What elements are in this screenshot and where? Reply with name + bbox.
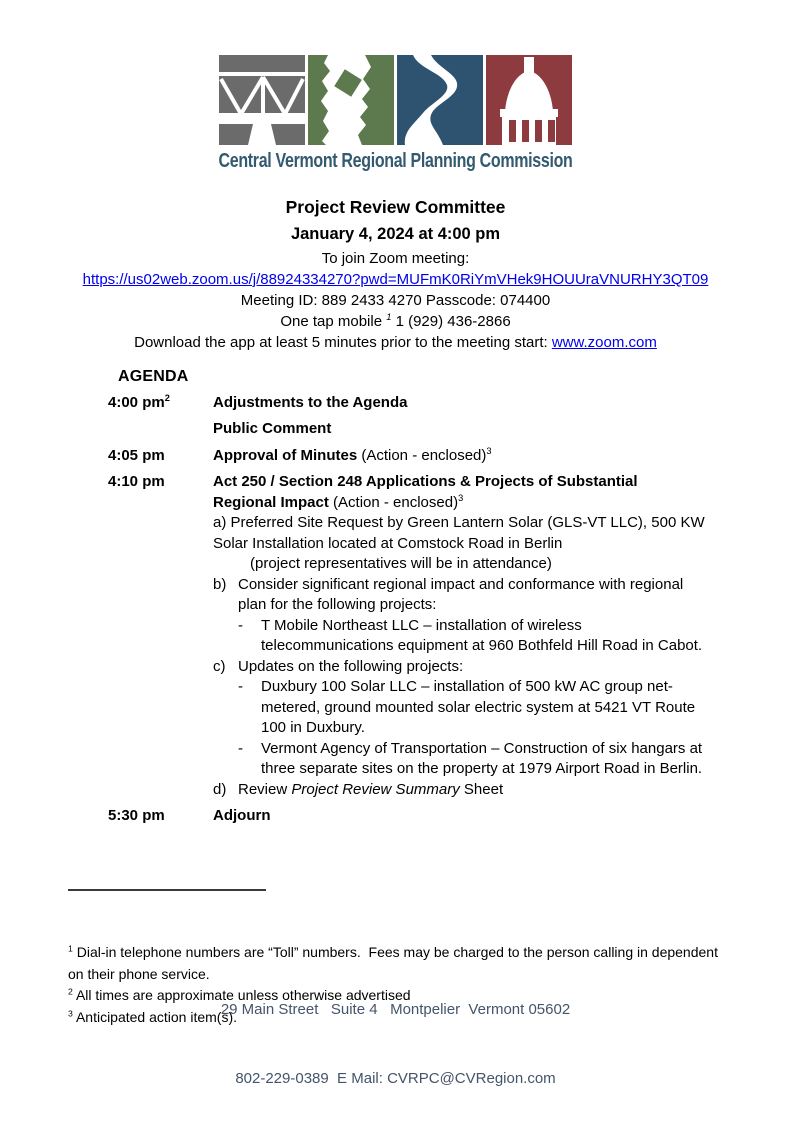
agenda-sub-item	[213, 780, 705, 801]
agenda-item	[108, 806, 721, 827]
agenda-heading: AGENDA	[118, 368, 189, 385]
agenda-sub-item	[213, 677, 705, 739]
agenda-sub-item	[213, 739, 705, 780]
agenda-item-title: Approval of Minutes (Action - enclosed)$^3$	[213, 445, 492, 464]
download-line	[0, 332, 791, 353]
agenda-item-content	[213, 446, 705, 467]
agenda-item-title: Adjustments to the Agenda	[213, 393, 408, 411]
footnote-ref: 2	[164, 392, 170, 403]
sub-item-text: Duxbury 100 Solar LLC – installation of 500 kW AC group net-metered, ground mounted solar electric system at 5421 VT Route 100 in Duxbury.	[261, 678, 696, 736]
sub-item-marker: -	[238, 739, 243, 757]
agenda-sub-item	[213, 575, 705, 616]
sub-item-marker: b)	[213, 575, 227, 593]
agenda-item-time: 5:30 pm	[108, 807, 165, 824]
footnote-number: 2	[68, 986, 73, 997]
meeting-datetime: January 4, 2024 at 4:00 pm	[290, 225, 501, 243]
agenda-item-title: Adjourn	[213, 807, 271, 824]
agenda-item-content	[213, 419, 705, 440]
agenda-item-time: 4:10 pm	[108, 473, 165, 490]
footnote: $^1$ Dial-in telephone numbers are “Toll” numbers. Fees may be charged to the person calling in dependent on their phone service.	[68, 943, 722, 982]
one-tap-prefix: One tap mobile	[280, 313, 387, 330]
footer	[0, 952, 791, 1136]
agenda-item	[108, 393, 721, 414]
sub-item-text: a) Preferred Site Request by Green Lantern Solar (GLS-VT LLC), 500 KW Solar Installation located at Comstock Road in Berlin	[213, 514, 705, 552]
sub-item-marker: c)	[213, 657, 226, 675]
sub-item-text: (project representatives will be in attendance)	[250, 555, 552, 572]
agenda-sub-item	[213, 554, 705, 575]
one-tap-number: 1 (929) 436-2866	[391, 313, 511, 330]
sub-item-text: Updates on the following projects:	[238, 657, 464, 675]
zoom-site-link[interactable]: www.zoom.com	[551, 334, 657, 351]
sub-item-text: T Mobile Northeast LLC – installation of wireless telecommunications equipment at 960 Bothfeld Hill Road in Cabot.	[261, 616, 703, 654]
meeting-header	[0, 195, 791, 353]
footnote: $^2$ All times are approximate unless otherwise advertised	[68, 986, 411, 1003]
agenda-item	[108, 419, 721, 440]
footer-contact: 802-229-0389 E Mail: CVRPC@CVRegion.com	[235, 1070, 556, 1087]
footnote: $^3$ Anticipated action item(s).	[68, 1007, 238, 1025]
footnote-number: 1	[68, 943, 73, 954]
agenda-section	[0, 367, 791, 827]
footer-address: 29 Main Street Suite 4 Montpelier Vermont 05602	[220, 1001, 571, 1018]
agenda-item-time	[108, 419, 213, 440]
agenda-item-title: Act 250 / Section 248 Applications & Projects of Substantial Regional Impact (Action - enclosed)$^3$	[213, 473, 638, 511]
footnote-number: 3	[68, 1007, 73, 1018]
org-logo	[0, 0, 791, 173]
agenda-item-time: 4:00 $pm^2$	[108, 392, 170, 411]
vermont-map-icon	[308, 55, 394, 145]
sub-item-marker: d)	[213, 780, 227, 798]
footnote-ref-1: 1	[386, 312, 392, 322]
bridge-icon	[219, 55, 305, 145]
org-name: Central Vermont Regional Planning Commission	[218, 150, 573, 172]
sub-item-text: Vermont Agency of Transportation – Construction of six hangars at three separate sites on the property at 1979 Airport Road in Berlin.	[261, 739, 703, 777]
agenda-item-content	[213, 393, 705, 414]
zoom-meeting-link[interactable]: https://us02web.zoom.us/j/88924334270?pwd=MUFmK0RiYmVHek9HOUUraVNURHY3QT09	[82, 271, 709, 288]
committee-title: Project Review Committee	[285, 197, 506, 217]
agenda-item-title: Public Comment	[213, 420, 332, 437]
agenda-sub-item	[213, 657, 705, 678]
meeting-id-line: Meeting ID: 889 2433 4270 Passcode: 074400	[240, 292, 551, 309]
sub-item-marker: -	[238, 678, 243, 695]
one-tap-line	[0, 311, 791, 332]
agenda-item	[108, 472, 721, 800]
agenda-sub-item	[213, 513, 705, 554]
agenda-item-content	[213, 806, 705, 827]
download-prefix: Download the app at least 5 minutes prior to the meeting start:	[134, 334, 552, 351]
capitol-dome-icon	[486, 55, 572, 145]
agenda-item	[108, 446, 721, 467]
sub-item-text: Consider significant regional impact and conformance with regional plan for the following projects:	[238, 575, 684, 613]
agenda-list	[108, 393, 721, 827]
join-zoom-label: To join Zoom meeting:	[321, 250, 470, 267]
sub-item-marker: -	[238, 616, 243, 634]
logo-panels	[0, 0, 791, 145]
river-icon	[397, 55, 483, 145]
agenda-item-content	[213, 472, 705, 800]
agenda-item-time: 4:05 pm	[108, 446, 165, 464]
agenda-sub-item	[213, 616, 705, 657]
footnote-separator	[68, 889, 266, 891]
sub-item-text: Review Project Review Summary Sheet	[238, 780, 504, 798]
